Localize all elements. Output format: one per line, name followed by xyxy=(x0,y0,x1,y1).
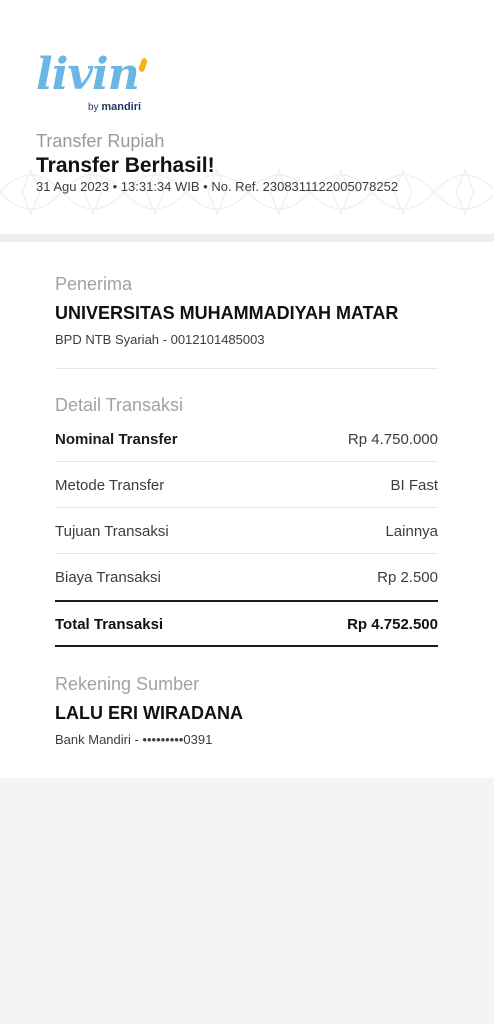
detail-row-total xyxy=(55,613,438,637)
detail-row-label: Tujuan Transaksi xyxy=(55,523,169,540)
detail-row-label: Biaya Transaksi xyxy=(55,569,161,586)
source-account-number: Bank Mandiri - •••••••••0391 xyxy=(55,732,213,747)
row-divider xyxy=(55,507,438,508)
detail-row-method xyxy=(55,474,438,498)
detail-row-value: Lainnya xyxy=(385,523,438,540)
logo-brand-text: mandiri xyxy=(101,101,142,113)
transfer-type: Transfer Rupiah xyxy=(36,131,165,151)
recipient-name: UNIVERSITAS MUHAMMADIYAH MATAR xyxy=(55,303,399,323)
receipt-details-card xyxy=(0,242,494,778)
recipient-section-label: Penerima xyxy=(55,274,133,294)
details-section-label: Detail Transaksi xyxy=(55,395,184,415)
detail-row-value: Rp 4.750.000 xyxy=(347,431,438,448)
total-label: Total Transaksi xyxy=(55,616,164,633)
total-value: Rp 4.752.500 xyxy=(347,616,438,633)
logo-byline xyxy=(88,101,141,114)
livin-by-mandiri-logo xyxy=(36,50,156,116)
detail-row-nominal xyxy=(55,428,438,452)
recipient-account: BPD NTB Syariah - 0012101485003 xyxy=(55,332,265,347)
receipt-header xyxy=(0,0,494,234)
transaction-meta: 31 Agu 2023 • 13:31:34 WIB • No. Ref. 2308311122005078252 xyxy=(36,179,399,194)
section-divider xyxy=(55,368,438,369)
detail-row-fee xyxy=(55,566,438,590)
detail-row-value: Rp 2.500 xyxy=(377,569,438,586)
logo-wordmark: livin xyxy=(36,49,139,100)
detail-row-label: Nominal Transfer xyxy=(55,431,178,448)
page-title: Transfer Berhasil! xyxy=(36,154,215,177)
detail-row-value: BI Fast xyxy=(390,477,438,494)
row-divider xyxy=(55,461,438,462)
detail-row-purpose xyxy=(55,520,438,544)
detail-row-label: Metode Transfer xyxy=(55,477,165,494)
source-account-name: LALU ERI WIRADANA xyxy=(55,703,243,723)
header-divider-band xyxy=(0,234,494,242)
source-section-label: Rekening Sumber xyxy=(55,674,200,694)
logo-by-text: by xyxy=(88,102,99,113)
row-divider xyxy=(55,553,438,554)
total-bottom-divider xyxy=(55,645,438,647)
logo-accent-mark xyxy=(138,57,148,72)
total-top-divider xyxy=(55,600,438,602)
